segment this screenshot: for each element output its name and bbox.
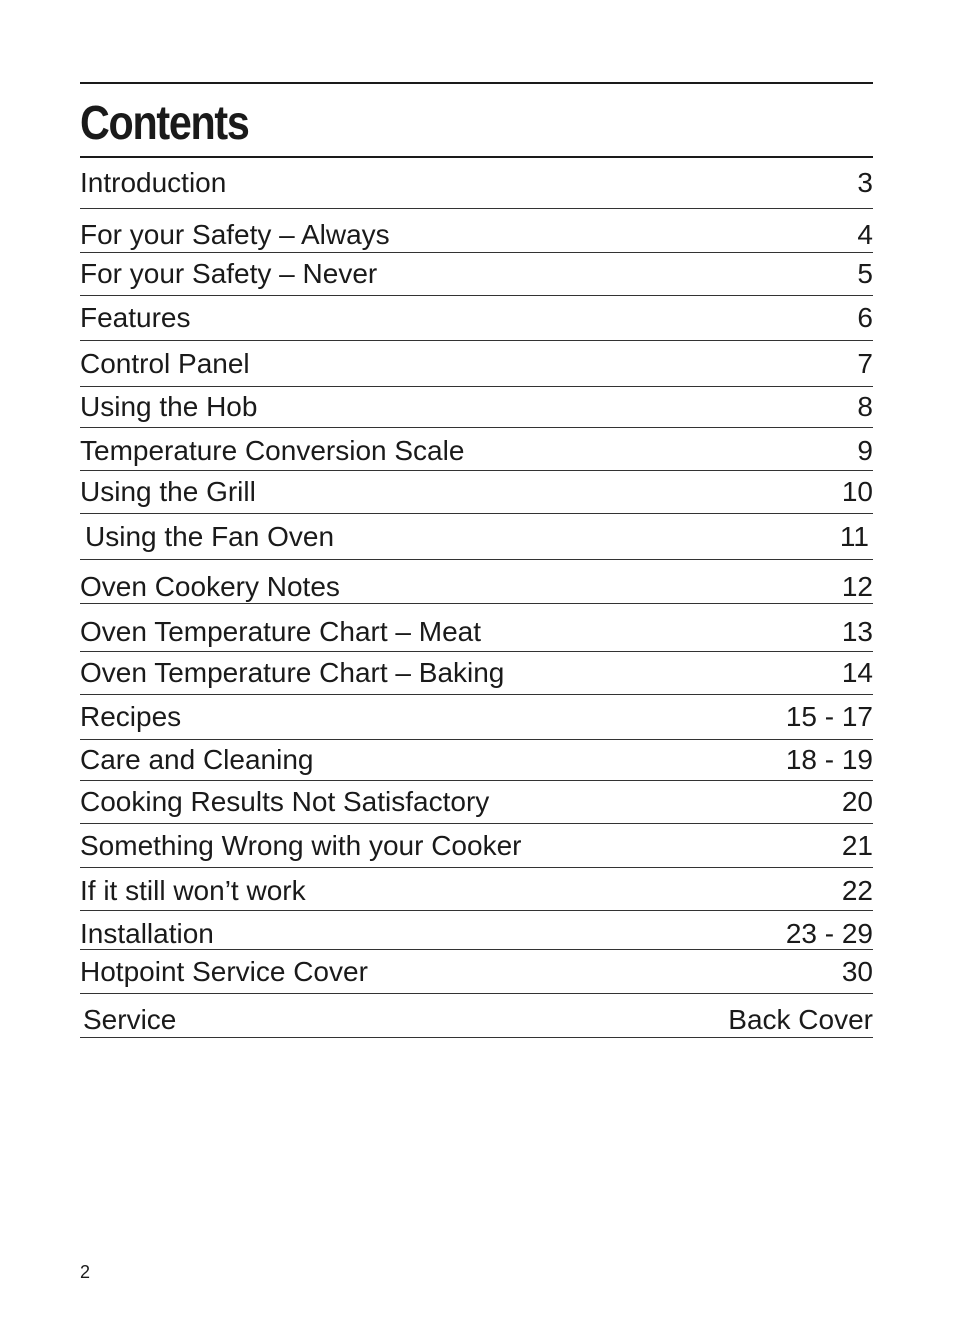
toc-entry-page: 23 - 29 — [785, 918, 873, 949]
toc-entry-page: 21 — [841, 829, 873, 861]
toc-entry-label: Oven Temperature Chart – Baking — [80, 657, 505, 688]
toc-entry-something-wrong[interactable] — [80, 824, 873, 868]
toc-entry-installation[interactable] — [80, 911, 873, 950]
toc-entry-label: Using the Fan Oven — [85, 520, 335, 552]
toc-entry-label: Installation — [80, 918, 214, 949]
toc-entry-page: 5 — [857, 258, 873, 289]
toc-entry-label: If it still won’t work — [80, 875, 306, 906]
toc-entry-label: Features — [80, 302, 191, 333]
toc-entry-page: 4 — [857, 218, 873, 250]
toc-entry-page: 8 — [857, 391, 873, 422]
toc-entry-oven-cookery-notes[interactable] — [80, 560, 873, 604]
toc-entry-safety-never[interactable] — [80, 253, 873, 296]
page-title: Contents — [80, 97, 249, 150]
toc-entry-page: 12 — [841, 570, 873, 602]
toc-entry-care-cleaning[interactable] — [80, 740, 873, 781]
toc-entry-label: Using the Hob — [80, 391, 258, 422]
toc-entry-page: 9 — [857, 435, 873, 466]
toc-entry-label: Recipes — [80, 701, 182, 732]
toc-entry-label: Care and Cleaning — [80, 744, 314, 775]
toc-entry-page: 6 — [857, 302, 873, 333]
toc-entry-label: Control Panel — [80, 347, 250, 379]
toc-entry-introduction[interactable] — [80, 158, 873, 209]
table-of-contents — [80, 158, 873, 1038]
toc-entry-temp-chart-meat[interactable] — [80, 604, 873, 652]
toc-entry-label: Service — [83, 1003, 177, 1035]
toc-entry-label: Cooking Results Not Satisfactory — [80, 786, 490, 817]
toc-entry-label: For your Safety – Always — [80, 218, 390, 250]
toc-entry-page: 14 — [841, 657, 873, 688]
toc-entry-safety-always[interactable] — [80, 209, 873, 253]
toc-entry-page: 10 — [841, 476, 873, 507]
toc-entry-temp-chart-baking[interactable] — [80, 652, 873, 695]
toc-entry-page: 30 — [841, 955, 873, 987]
toc-entry-features[interactable] — [80, 296, 873, 341]
toc-entry-label: Temperature Conversion Scale — [80, 435, 465, 466]
toc-entry-label: Oven Cookery Notes — [80, 570, 340, 602]
toc-entry-page: 20 — [841, 786, 873, 817]
toc-entry-page: 3 — [857, 167, 873, 198]
page-number: 2 — [80, 1262, 91, 1282]
toc-entry-fan-oven[interactable] — [80, 514, 873, 560]
toc-entry-page: 18 - 19 — [785, 744, 873, 775]
toc-entry-label: Using the Grill — [80, 476, 256, 507]
toc-entry-page: 7 — [857, 347, 873, 379]
toc-entry-recipes[interactable] — [80, 695, 873, 740]
toc-entry-service-cover[interactable] — [80, 950, 873, 994]
toc-entry-still-wont-work[interactable] — [80, 868, 873, 911]
toc-entry-label: Oven Temperature Chart – Meat — [80, 615, 482, 647]
top-rule — [80, 82, 873, 84]
toc-entry-label: Something Wrong with your Cooker — [80, 829, 522, 861]
toc-entry-temperature-conversion[interactable] — [80, 428, 873, 471]
toc-entry-label: Introduction — [80, 167, 227, 198]
toc-entry-label: Hotpoint Service Cover — [80, 955, 368, 987]
toc-entry-control-panel[interactable] — [80, 341, 873, 387]
toc-entry-using-grill[interactable] — [80, 471, 873, 514]
toc-entry-page: 22 — [841, 875, 873, 906]
toc-entry-page: 15 - 17 — [785, 701, 873, 732]
toc-entry-using-hob[interactable] — [80, 387, 873, 428]
toc-entry-page: 11 — [839, 520, 869, 552]
toc-entry-label: For your Safety – Never — [80, 258, 378, 289]
toc-entry-cooking-results[interactable] — [80, 781, 873, 824]
toc-entry-page: Back Cover — [728, 1003, 873, 1035]
toc-entry-service[interactable] — [80, 994, 873, 1038]
toc-entry-page: 13 — [841, 615, 873, 647]
